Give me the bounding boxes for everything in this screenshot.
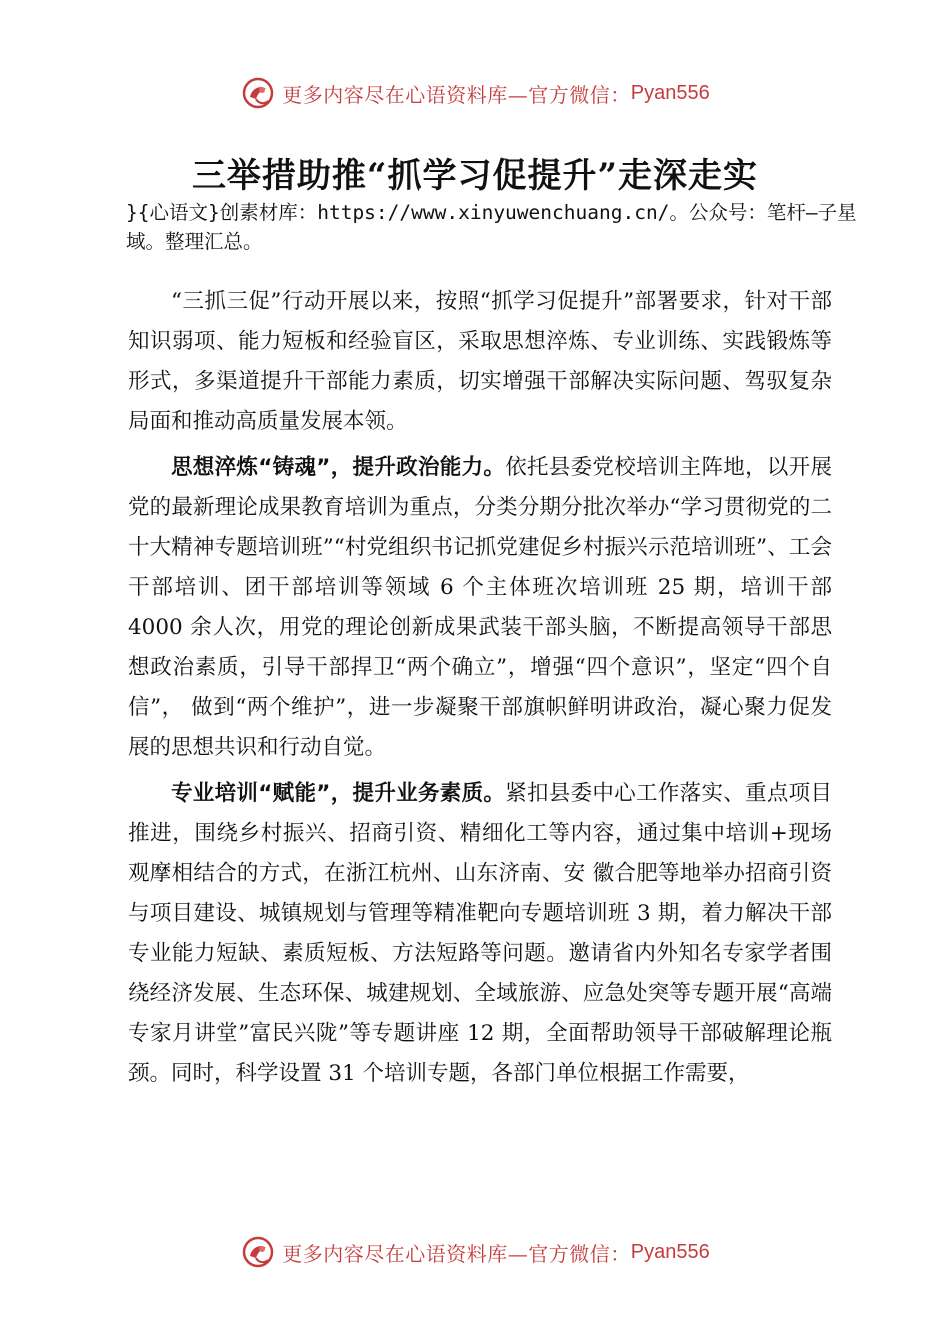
banner-text: 更多内容尽在心语资料库—官方微信： bbox=[282, 1241, 631, 1266]
paragraph-text: 依托县委党校培训主阵地，以开展党的最新理论成果教育培训为重点，分类分期分批次举办“学习贯彻党的二十大精神专题培训班”“村党组织书记抓党建促乡村振兴示范培训班”、工会干部培训、团干部培训等领域 6 个主体班次培训班 25 期，培训干部 4000 余人次，用党的理论创新成果武装干部头脑，不断提高领导干部思想政治素质，引导干部捍卫“两个确立”，增强“四个意识”，坚定“四个自信”， 做到“两个维护”，进一步凝聚干部旗帜鲜明讲政治，凝心聚力促发展的思想共识和行动自觉。 bbox=[128, 455, 832, 760]
source-line: }{心语文}创素材库：https://www.xinyuwenchuang.cn/。公众号：笔杆—子星域。整理汇总。 bbox=[126, 201, 857, 253]
paragraph bbox=[128, 774, 832, 1094]
rose-logo-icon bbox=[240, 75, 276, 111]
banner-text: 更多内容尽在心语资料库—官方微信： bbox=[282, 82, 631, 107]
paragraph-lead: 思想淬炼“铸魂”，提升政治能力。 bbox=[171, 455, 506, 480]
document-body bbox=[128, 282, 832, 1100]
paragraph-text: 紧扣县委中心工作落实、重点项目推进，围绕乡村振兴、招商引资、精细化工等内容，通过集中培训+现场观摩相结合的方式，在浙江杭州、山东济南、安 徽合肥等地举办招商引资与项目建设、城镇规划与管理等精准靶向专题培训班 3 期，着力解决干部专业能力短缺、素质短板、方法短路等问题。邀请省内外知名专家学者围绕经济发展、生态环保、城建规划、全域旅游、应急处突等专题开展“高端专家月讲堂”富民兴陇”等专题讲座 12 期，全面帮助领导干部破解理论瓶颈。同时，科学设置 31 个培训专题，各部门单位根据工作需要， bbox=[128, 781, 832, 1086]
paragraph bbox=[128, 448, 832, 768]
banner-wechat-id: Pyan556 bbox=[630, 1240, 710, 1263]
banner-wechat-id: Pyan556 bbox=[630, 81, 710, 104]
footer-banner bbox=[0, 1232, 950, 1272]
rose-logo-icon bbox=[240, 1234, 276, 1270]
document-title: 三举措助推“抓学习促提升”走深走实 bbox=[191, 156, 759, 196]
paragraph-lead: 专业培训“赋能”，提升业务素质。 bbox=[171, 781, 506, 806]
paragraph bbox=[128, 282, 832, 442]
header-banner bbox=[0, 73, 950, 113]
paragraph-text: “三抓三促”行动开展以来，按照“抓学习促提升”部署要求，针对干部知识弱项、能力短板和经验盲区，采取思想淬炼、专业训练、实践锻炼等形式，多渠道提升干部能力素质，切实增强干部解决实际问题、驾驭复杂局面和推动高质量发展本领。 bbox=[128, 289, 832, 434]
